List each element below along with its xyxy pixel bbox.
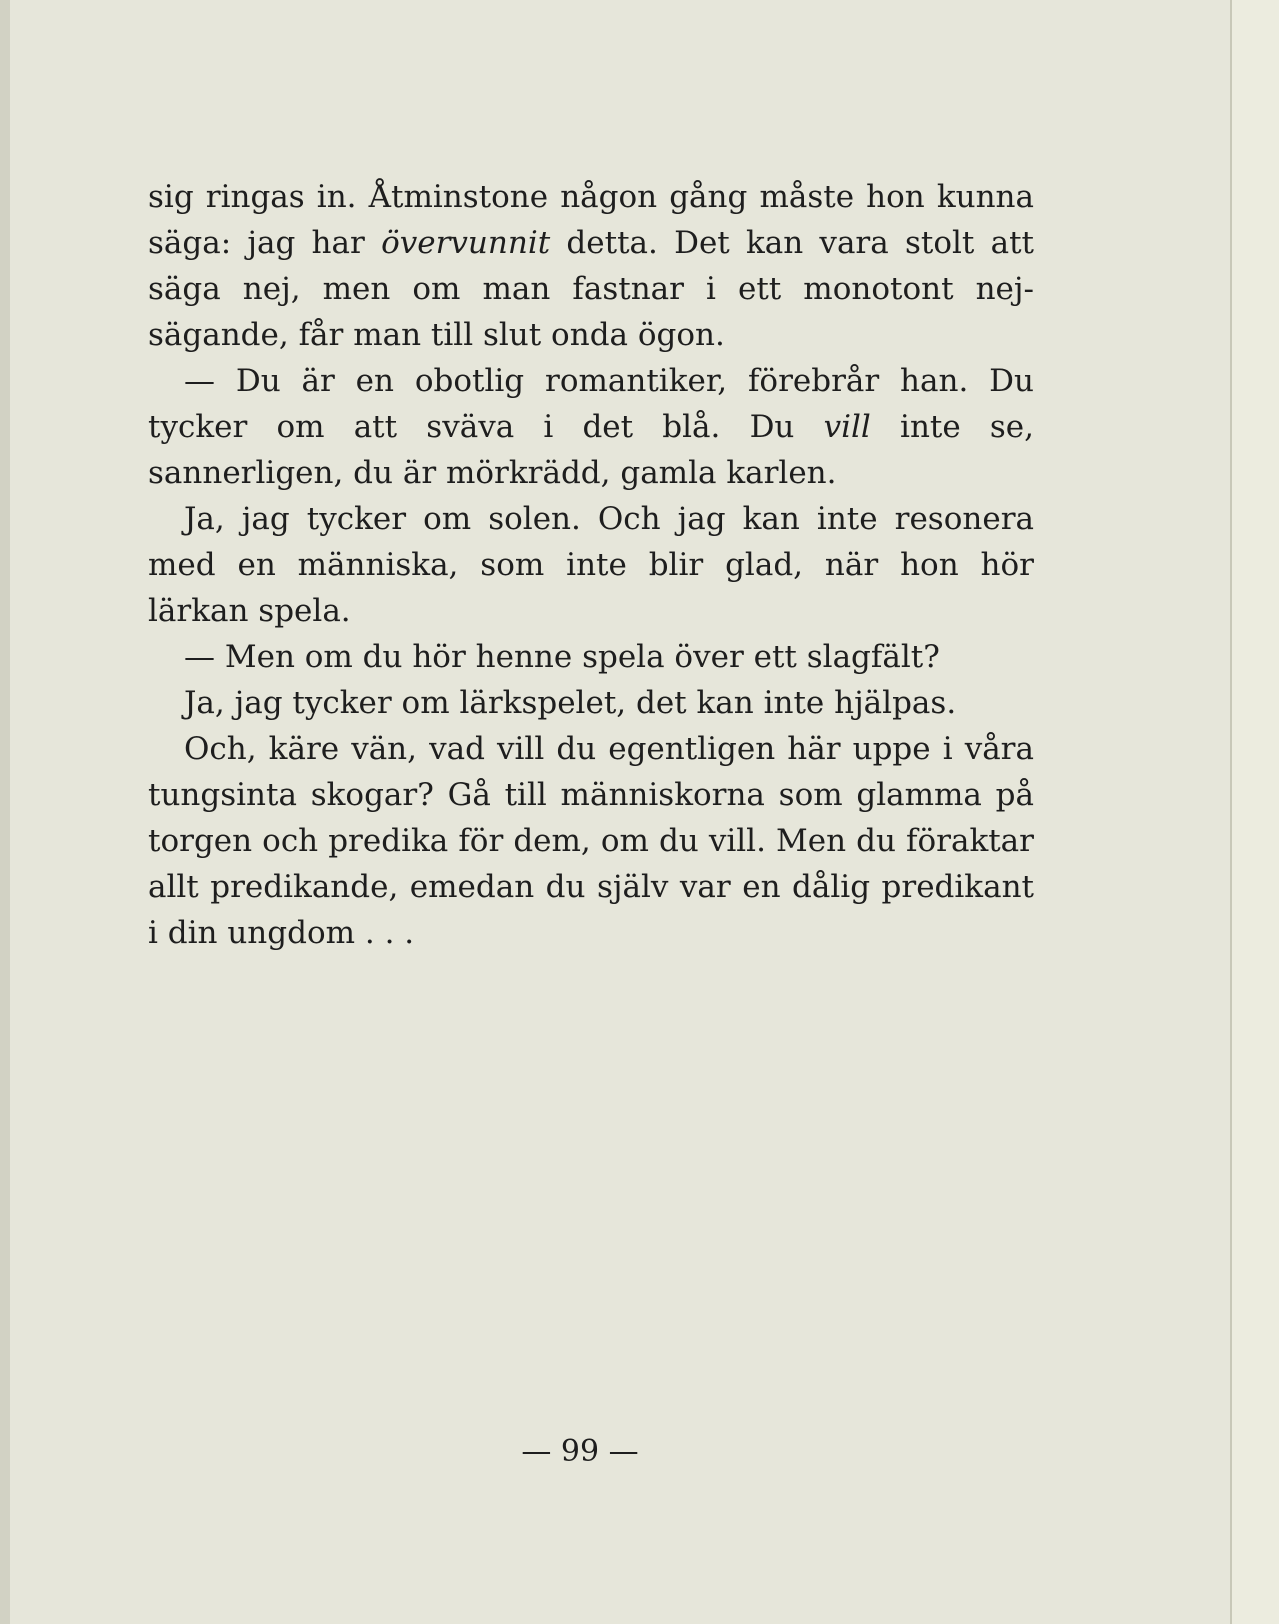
paragraph-1: sig ringas in. Åtminstone någon gång måste hon kunna säga: jag har övervunnit detta. Det kan vara stolt att säga nej, men om man fastnar i ett monotont nej-sägande, får man till slut onda ögon. xyxy=(148,179,1034,353)
emphasis: vill xyxy=(823,409,871,445)
page-number: — 99 — xyxy=(521,1434,639,1469)
paragraph-3: Ja, jag tycker om solen. Och jag kan inte resonera med en människa, som inte blir glad, när hon hör lärkan spela. xyxy=(148,501,1034,629)
paragraph-5: Ja, jag tycker om lärkspelet, det kan inte hjälpas. xyxy=(184,685,957,721)
body-text xyxy=(148,174,1034,956)
paragraph-4: — Men om du hör henne spela över ett slagfält? xyxy=(184,639,940,675)
paragraph-6: Och, käre vän, vad vill du egentligen här uppe i våra tungsinta skogar? Gå till människorna som glamma på torgen och predika för dem, om du vill. Men du föraktar allt predikande, emedan du själv var en dålig predikant i din ungdom . . . xyxy=(148,731,1034,951)
emphasis: övervunnit xyxy=(381,225,551,261)
paragraph-2: — Du är en obotlig romantiker, förebrår han. Du tycker om att sväva i det blå. Du vill inte se, sannerligen, du är mörkrädd, gamla karlen. xyxy=(148,363,1034,491)
page-edge-right xyxy=(1230,0,1279,1624)
